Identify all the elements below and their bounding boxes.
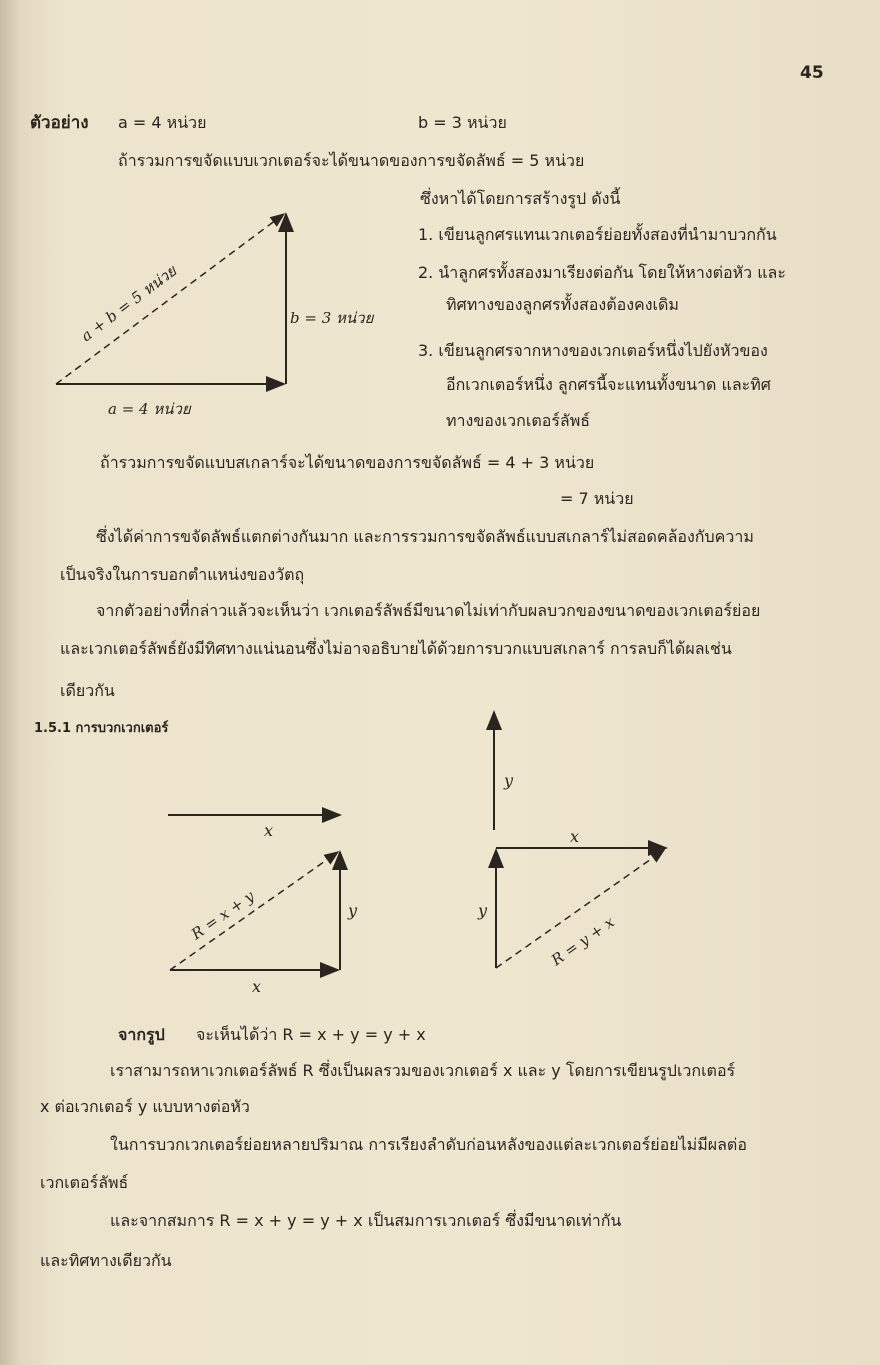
- from-figure-equation: จะเห็นได้ว่า R = x + y = y + x: [196, 1025, 426, 1044]
- x-label-right: x: [570, 827, 580, 846]
- step-2: 2. นำลูกศรทั้งสองมาเรียงต่อกัน โดยให้หางต่อหัว และ: [418, 263, 786, 282]
- step-2-cont: ทิศทางของลูกศรทั้งสองต้องคงเดิม: [446, 295, 679, 314]
- section-heading: 1.5.1 การบวกเวกเตอร์: [34, 721, 169, 736]
- vector-b-label: b = 3 หน่วย: [290, 309, 374, 327]
- x-label-top: x: [264, 821, 274, 840]
- para5-line2: และทิศทางเดียวกัน: [40, 1251, 172, 1270]
- y-label-top: y: [504, 771, 514, 790]
- from-figure-label: จากรูป: [118, 1025, 165, 1044]
- para4-line1: ในการบวกเวกเตอร์ย่อยหลายปริมาณ การเรียงลำดับก่อนหลังของแต่ละเวกเตอร์ย่อยไม่มีผลต่อ: [110, 1135, 747, 1154]
- hypotenuse-label: a + b = 5 หน่วย: [77, 261, 180, 346]
- para5-line1: และจากสมการ R = x + y = y + x เป็นสมการเวกเตอร์ ซึ่งมีขนาดเท่ากัน: [110, 1211, 622, 1230]
- example-label: ตัวอย่าง: [30, 113, 89, 133]
- b-definition: b = 3 หน่วย: [418, 113, 507, 132]
- a-definition: a = 4 หน่วย: [118, 113, 207, 132]
- resultant-left: [170, 852, 338, 970]
- page-number: 45: [800, 63, 824, 83]
- construction-intro: ซึ่งหาได้โดยการสร้างรูป ดังนี้: [420, 189, 621, 208]
- figure-vector-addition: [150, 700, 710, 1000]
- resultant-left-label: R = x + y: [187, 886, 258, 944]
- scalar-sum-statement: ถ้ารวมการขจัดแบบสเกลาร์จะได้ขนาดของการขจัดลัพธ์ = 4 + 3 หน่วย: [100, 453, 595, 472]
- y-label-left: y: [348, 901, 358, 920]
- x-label-left: x: [252, 977, 262, 996]
- step-3: 3. เขียนลูกศรจากหางของเวกเตอร์หนึ่งไปยังหัวของ: [418, 341, 768, 360]
- para1-line1: ซึ่งได้ค่าการขจัดลัพธ์แตกต่างกันมาก และการรวมการขจัดลัพธ์แบบสเกลาร์ไม่สอดคล้องกับความ: [96, 527, 754, 546]
- step-1: 1. เขียนลูกศรแทนเวกเตอร์ย่อยทั้งสองที่นำมาบวกกัน: [418, 225, 777, 244]
- vector-a-label: a = 4 หน่วย: [108, 400, 191, 418]
- para2-line3: เดียวกัน: [60, 681, 115, 700]
- para3-line2: x ต่อเวกเตอร์ y แบบหางต่อหัว: [40, 1097, 250, 1116]
- vector-sum-statement: ถ้ารวมการขจัดแบบเวกเตอร์จะได้ขนาดของการขจัดลัพธ์ = 5 หน่วย: [118, 151, 585, 170]
- step-3-cont: อีกเวกเตอร์หนึ่ง ลูกศรนี้จะแทนทั้งขนาด และทิศ: [446, 375, 771, 394]
- para3-line1: เราสามารถหาเวกเตอร์ลัพธ์ R ซึ่งเป็นผลรวมของเวกเตอร์ x และ y โดยการเขียนรูปเวกเตอร์: [110, 1061, 736, 1080]
- y-label-right: y: [478, 901, 488, 920]
- figure-vector-triangle: [40, 200, 420, 430]
- para2-line1: จากตัวอย่างที่กล่าวแล้วจะเห็นว่า เวกเตอร์ลัพธ์มีขนาดไม่เท่ากับผลบวกของขนาดของเวกเตอร์ย่อย: [96, 601, 761, 620]
- para2-line2: และเวกเตอร์ลัพธ์ยังมีทิศทางแน่นอนซึ่งไม่อาจอธิบายได้ด้วยการบวกแบบสเกลาร์ การลบก็ได้ผลเช่น: [60, 639, 732, 658]
- para1-line2: เป็นจริงในการบอกตำแหน่งของวัตถุ: [60, 565, 305, 584]
- step-3-cont2: ทางของเวกเตอร์ลัพธ์: [446, 411, 591, 430]
- resultant-right-label: R = y + x: [547, 912, 618, 970]
- scalar-sum-result: = 7 หน่วย: [560, 489, 634, 508]
- para4-line2: เวกเตอร์ลัพธ์: [40, 1173, 129, 1192]
- resultant-dashed-arrow: [56, 214, 284, 384]
